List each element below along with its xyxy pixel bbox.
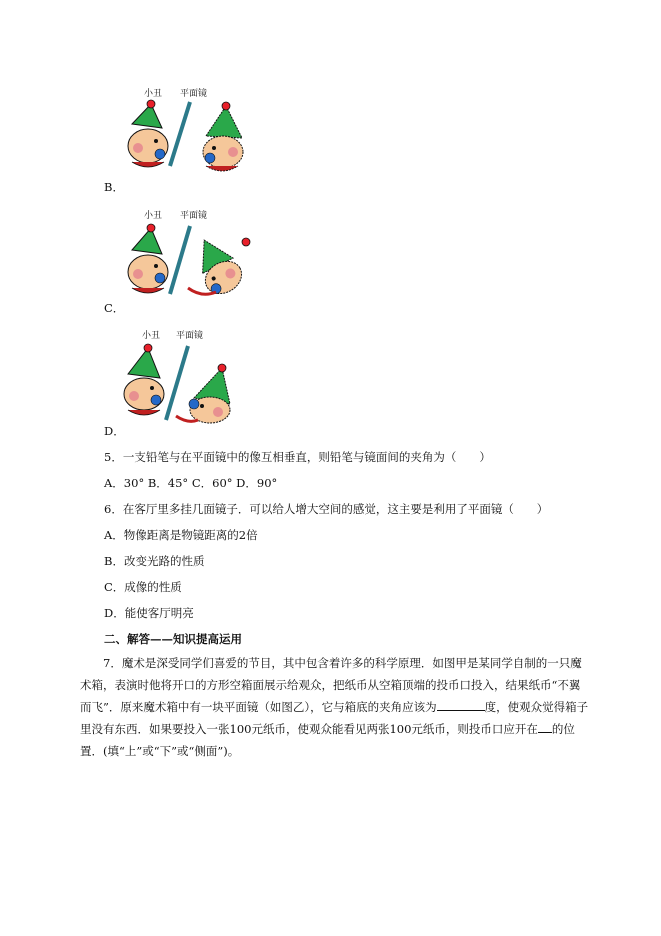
mirror-label: 平面镜 — [176, 331, 204, 341]
option-b-letter: B． — [104, 180, 124, 194]
clown-label: 小丑 — [142, 331, 161, 341]
question-6-stem: 6．在客厅里多挂几面镜子．可以给人增大空间的感觉，这主要是利用了平面镜（ ） — [104, 502, 549, 516]
figure-option-b — [118, 84, 268, 176]
question-6-option-c: C．成像的性质 — [104, 580, 182, 594]
clown-label: 小丑 — [144, 89, 163, 99]
figure-option-d — [118, 326, 268, 422]
clown-label: 小丑 — [144, 211, 163, 221]
question-6-option-b: B．改变光路的性质 — [104, 554, 205, 568]
option-d-letter: D． — [104, 424, 125, 438]
mirror-label: 平面镜 — [180, 211, 208, 221]
figure-option-c — [118, 206, 268, 298]
clown-and-mirror-image — [118, 218, 268, 300]
question-7-paragraph — [80, 652, 590, 762]
mirror-label: 平面镜 — [180, 89, 208, 99]
question-5-options: A．30° B．45° C．60° D．90° — [104, 476, 278, 490]
question-7-part2: 度，使观众觉得箱子里没有东西．如果要投入一张100元纸币，使观众能看见两张100元纸币，则投币口应开在 — [80, 700, 589, 736]
answer-blank-angle[interactable] — [437, 698, 485, 711]
question-7-part1: 7．魔术是深受同学们喜爱的节目，其中包含着许多的科学原理．如图甲是某同学自制的一只魔术箱，表演时他将开口的方形空箱面展示给观众，把纸币从空箱顶端的投币口投入，结果纸币“不翼而飞”．原来魔术箱中有一块平面镜（如图乙），它与箱底的夹角应该为 — [80, 656, 582, 714]
question-5-stem: 5．一支铅笔与在平面镜中的像互相垂直，则铅笔与镜面间的夹角为（ ） — [104, 450, 491, 464]
question-6-option-a: A．物像距离是物镜距离的2倍 — [104, 528, 258, 542]
question-7-part3: 的位置．(填“上”或“下”或“侧面”)。 — [80, 722, 575, 758]
question-6-option-d: D．能使客厅明亮 — [104, 606, 194, 620]
answer-blank-slot-position[interactable] — [538, 720, 552, 733]
option-c-letter: C． — [104, 301, 125, 315]
clown-and-mirror-image — [118, 96, 268, 176]
clown-and-mirror-image — [118, 338, 268, 424]
section-heading: 二、解答——知识提高运用 — [104, 632, 242, 646]
